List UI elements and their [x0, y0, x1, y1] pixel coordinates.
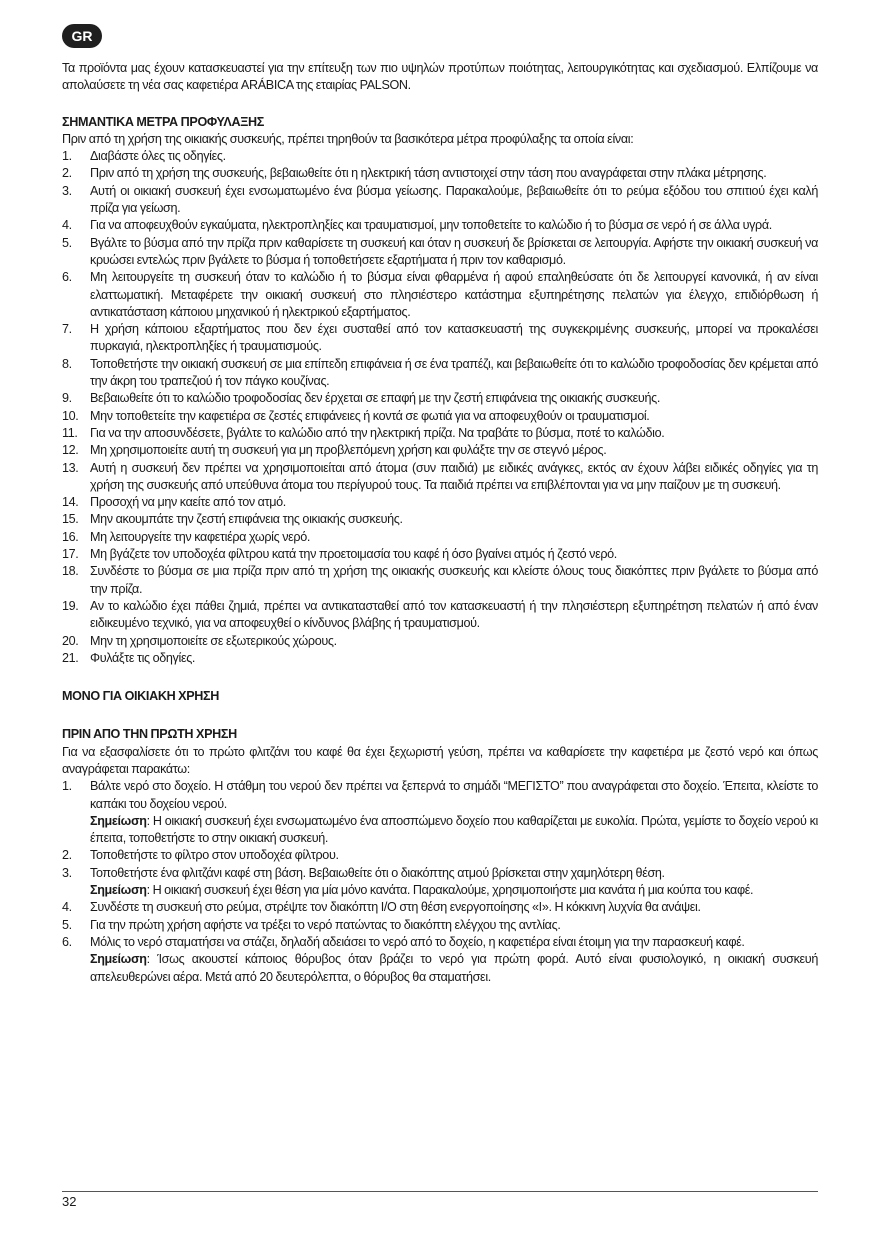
list-item-text: Για την πρώτη χρήση αφήστε να τρέξει το νερό πατώντας το διακόπτη ελέγχου της αντλίας. [90, 917, 561, 932]
manual-page [62, 24, 818, 986]
note-text: : Η οικιακή συσκευή έχει ενσωματωμένο ένα αποσπώμενο δοχείο που καθαρίζεται με ευκολία. Πρώτα, γεμίστε το δοχείο νερού κι έπειτα, τοποθετήστε το στην οικιακή συσκευή. [90, 813, 818, 846]
list-item [62, 442, 818, 459]
list-item-text: Διαβάστε όλες τις οδηγίες. [90, 149, 226, 164]
list-item-number: 17. [62, 547, 79, 562]
list-item [62, 529, 818, 546]
list-item-text: Μη λειτουργείτε τη συσκευή όταν το καλώδιο ή το βύσμα είναι φθαρμένα ή αφού επαληθεύσατε ότι δε λειτουργεί κανονικά, ή αν είναι ελαττωματική. Μεταφέρετε την οικιακή συσκευή στο πλησιέστερο κατάστημα εξυπηρέτησης πελατών για έλεγχο, επιδιόρθωση ή αντικατάσταση κάποιου μηχανικού ή ηλεκτρικού εξαρτήματος. [90, 270, 818, 319]
list-item [62, 460, 818, 495]
list-item-text: Για να την αποσυνδέσετε, βγάλτε το καλώδιο από την ηλεκτρική πρίζα. Να τραβάτε το βύσμα, ποτέ το καλώδιο. [90, 425, 665, 440]
list-item [62, 494, 818, 511]
safety-list [62, 148, 818, 667]
list-item-number: 2. [62, 166, 72, 181]
list-item-text: Για να αποφευχθούν εγκαύματα, ηλεκτροπληξίες και τραυματισμοί, μην τοποθετείτε το καλώδιο ή το βύσμα σε νερό ή σε άλλα υγρά. [90, 218, 772, 233]
list-item-number: 5. [62, 235, 72, 250]
list-item-number: 10. [62, 408, 79, 423]
list-item-number: 1. [62, 149, 72, 164]
list-item-text: Η χρήση κάποιου εξαρτήματος που δεν έχει συσταθεί από τον κατασκευαστή της συγκεκριμένης συσκευής, μπορεί να προκαλέσει πυρκαγιά, ηλεκτροπληξίες ή τραυματισμούς. [90, 322, 818, 354]
list-item-text: Συνδέστε τη συσκευή στο ρεύμα, στρέψτε τον διακόπτη I/O στη θέση ενεργοποίησης «I». Η κόκκινη λυχνία θα ανάψει. [90, 900, 701, 915]
list-item-number: 12. [62, 443, 79, 458]
list-item [62, 546, 818, 563]
list-item-number: 15. [62, 512, 79, 527]
household-section-title: ΜΟΝΟ ΓΙΑ ΟΙΚΙΑΚΗ ΧΡΗΣΗ [62, 689, 219, 704]
list-item [62, 633, 818, 650]
list-item-text: Μην ακουμπάτε την ζεστή επιφάνεια της οικιακής συσκευής. [90, 512, 403, 527]
note-paragraph [90, 813, 818, 848]
list-item-number: 7. [62, 322, 72, 337]
list-item-number: 3. [62, 865, 72, 880]
list-item-text: Προσοχή να μην καείτε από τον ατμό. [90, 495, 286, 510]
list-item-text: Αν το καλώδιο έχει πάθει ζημιά, πρέπει να αντικατασταθεί από τον κατασκευαστή ή την πλησιέστερη εξυπηρέτηση πελατών ή από έναν ειδικευμένο τεχνικό, για να αποφευχθεί ο κίνδυνος βλάβης ή τραυματισμού. [90, 598, 818, 631]
list-item-text: Μην τη χρησιμοποιείτε σε εξωτερικούς χώρους. [90, 633, 337, 648]
list-item-number: 9. [62, 391, 72, 406]
list-item-number: 1. [62, 779, 72, 794]
list-item-number: 8. [62, 356, 72, 371]
safety-lead: Πριν από τη χρήση της οικιακής συσκευής, πρέπει τηρηθούν τα βασικότερα μέτρα προφύλαξης τα οποία είναι: [62, 131, 634, 146]
list-item-text: Μη λειτουργείτε την καφετιέρα χωρίς νερό. [90, 529, 311, 544]
list-item-text: Μη χρησιμοποιείτε αυτή τη συσκευή για μη προβλεπόμενη χρήση και φυλάξτε την σε στεγνό μέρος. [90, 443, 607, 458]
list-item-number: 21. [62, 650, 79, 665]
list-item-text: Βάλτε νερό στο δοχείο. Η στάθμη του νερού δεν πρέπει να ξεπερνά το σημάδι “ΜΕΓΙΣΤΟ” που αναγράφεται στο δοχείο. Έπειτα, κλείστε το καπάκι του δοχείου νερού. [90, 779, 818, 811]
list-item-text: Φυλάξτε τις οδηγίες. [90, 650, 196, 665]
list-item-number: 4. [62, 218, 72, 233]
list-item-number: 14. [62, 495, 79, 510]
safety-section-title: ΣΗΜΑΝΤΙΚΑ ΜΕΤΡΑ ΠΡΟΦΥΛΑΞΗΣ [62, 114, 264, 129]
list-item-number: 16. [62, 529, 79, 544]
list-item [62, 425, 818, 442]
note-label: Σημείωση [90, 883, 147, 898]
list-item-number: 11. [62, 425, 78, 440]
list-item [62, 148, 818, 165]
list-item-number: 4. [62, 900, 72, 915]
first-use-section-title: ΠΡΙΝ ΑΠΟ ΤΗΝ ΠΡΩΤΗ ΧΡΗΣΗ [62, 727, 237, 742]
page-number: 32 [62, 1194, 77, 1209]
list-item [62, 165, 818, 182]
note-text: : Η οικιακή συσκευή έχει θέση για μία μόνο κανάτα. Παρακαλούμε, χρησιμοποιήστε μια κανάτα ή μια κούπα του καφέ. [146, 883, 754, 898]
list-item-number: 18. [62, 564, 79, 579]
list-item-text: Συνδέστε το βύσμα σε μια πρίζα πριν από τη χρήση της οικιακής συσκευής και κλείστε όλους τους διακόπτες πριν βγάλετε το βύσμα από την πρίζα. [90, 564, 818, 596]
list-item-text: Μην τοποθετείτε την καφετιέρα σε ζεστές επιφάνειες ή κοντά σε φωτιά για να αποφευχθούν οι τραυματισμοί. [90, 408, 650, 423]
list-item [62, 269, 818, 321]
list-item-text: Πριν από τη χρήση της συσκευής, βεβαιωθείτε ότι η ηλεκτρική τάση αντιστοιχεί στην τάση που αναγράφεται στην πλάκα μέτρησης. [90, 166, 767, 181]
list-item [62, 899, 818, 916]
list-item-number: 13. [62, 460, 79, 475]
list-item-text: Τοποθετήστε το φίλτρο στον υποδοχέα φίλτρου. [90, 848, 339, 863]
list-item [62, 217, 818, 234]
list-item [62, 511, 818, 528]
list-item-number: 2. [62, 848, 72, 863]
note-text: : Ίσως ακουστεί κάποιος θόρυβος όταν βράζει το νερό για πρώτη φορά. Αυτό είναι φυσιολογικό, η οικιακή συσκευή απελευθερώνει αέρα. Μετά από 20 δευτερόλεπτα, ο θόρυβος θα σταματήσει. [90, 952, 818, 984]
footer-divider [62, 1191, 818, 1192]
list-item-number: 5. [62, 917, 72, 932]
list-item [62, 865, 818, 900]
list-item-text: Τοποθετήστε ένα φλιτζάνι καφέ στη βάση. Βεβαιωθείτε ότι ο διακόπτης ατμού βρίσκεται στην χαμηλότερη θέση. [90, 865, 665, 880]
list-item-number: 20. [62, 633, 79, 648]
list-item [62, 847, 818, 864]
intro-paragraph: Τα προϊόντα μας έχουν κατασκευαστεί για την επίτευξη των πιο υψηλών προτύπων ποιότητας, λειτουργικότητας και σχεδιασμού. Ελπίζουμε να απολαύσετε τη νέα σας καφετιέρα ARÁBICA της εταιρίας PALSON. [62, 61, 818, 93]
list-item-number: 6. [62, 270, 72, 285]
list-item [62, 934, 818, 986]
list-item-text: Τοποθετήστε την οικιακή συσκευή σε μια επίπεδη επιφάνεια ή σε ένα τραπέζι, και βεβαιωθείτε ότι το καλώδιο τροφοδοσίας δεν κρέμεται από την άκρη του τραπεζιού ή τον πάγκο κουζίνας. [90, 356, 818, 389]
list-item [62, 563, 818, 598]
list-item-text: Αυτή οι οικιακή συσκευή έχει ενσωματωμένο ένα βύσμα γείωσης. Παρακαλούμε, βεβαιωθείτε ότι το ρεύμα εξόδου του σπιτιού έχει καλή πρίζα για γείωση. [90, 183, 818, 216]
first-use-list [62, 778, 818, 986]
list-item-text: Μη βγάζετε τον υποδοχέα φίλτρου κατά την προετοιμασία του καφέ ή όσο βγαίνει ατμός ή ζεστό νερό. [90, 547, 617, 562]
list-item [62, 356, 818, 391]
list-item [62, 321, 818, 356]
list-item [62, 183, 818, 218]
note-paragraph [90, 951, 818, 986]
note-paragraph [90, 882, 818, 899]
list-item-number: 19. [62, 598, 79, 613]
list-item [62, 650, 818, 667]
list-item [62, 390, 818, 407]
list-item [62, 598, 818, 633]
first-use-lead: Για να εξασφαλίσετε ότι το πρώτο φλιτζάνι του καφέ θα έχει ξεχωριστή γεύση, πρέπει να καθαρίσετε την καφετιέρα με ζεστό νερό και όπως αναγράφεται παρακάτω: [62, 744, 818, 776]
note-label: Σημείωση [90, 813, 147, 828]
list-item-number: 6. [62, 934, 72, 949]
list-item-number: 3. [62, 183, 72, 198]
note-label: Σημείωση [90, 952, 147, 967]
list-item-text: Αυτή η συσκευή δεν πρέπει να χρησιμοποιείται από άτομα (συν παιδιά) με ειδικές ανάγκες, εκτός αν έχουν λάβει ειδικές οδηγίες για τη χρήση της συσκευής από υπεύθυνα άτομα του περίγυρού τους. Τα παιδιά πρέπει να επιβλέπονται για να μην παίζουν με τη συσκευή. [90, 460, 818, 492]
list-item [62, 408, 818, 425]
list-item [62, 778, 818, 847]
list-item-text: Βεβαιωθείτε ότι το καλώδιο τροφοδοσίας δεν έρχεται σε επαφή με την ζεστή επιφάνεια της οικιακής συσκευής. [90, 391, 660, 406]
list-item-text: Μόλις το νερό σταματήσει να στάζει, δηλαδή αδειάσει το νερό από το δοχείο, η καφετιέρα είναι έτοιμη για την παρασκευή καφέ. [90, 934, 745, 949]
list-item-text: Βγάλτε το βύσμα από την πρίζα πριν καθαρίσετε τη συσκευή και όταν η συσκευή δε βρίσκεται σε λειτουργία. Αφήστε την οικιακή συσκευή να κρυώσει εντελώς πριν βγάλετε το βύσμα ή τοποθετήσετε εξαρτήματα ή πριν τον καθαρισμό. [90, 235, 818, 267]
language-badge: GR [62, 24, 102, 48]
list-item [62, 917, 818, 934]
list-item [62, 235, 818, 270]
